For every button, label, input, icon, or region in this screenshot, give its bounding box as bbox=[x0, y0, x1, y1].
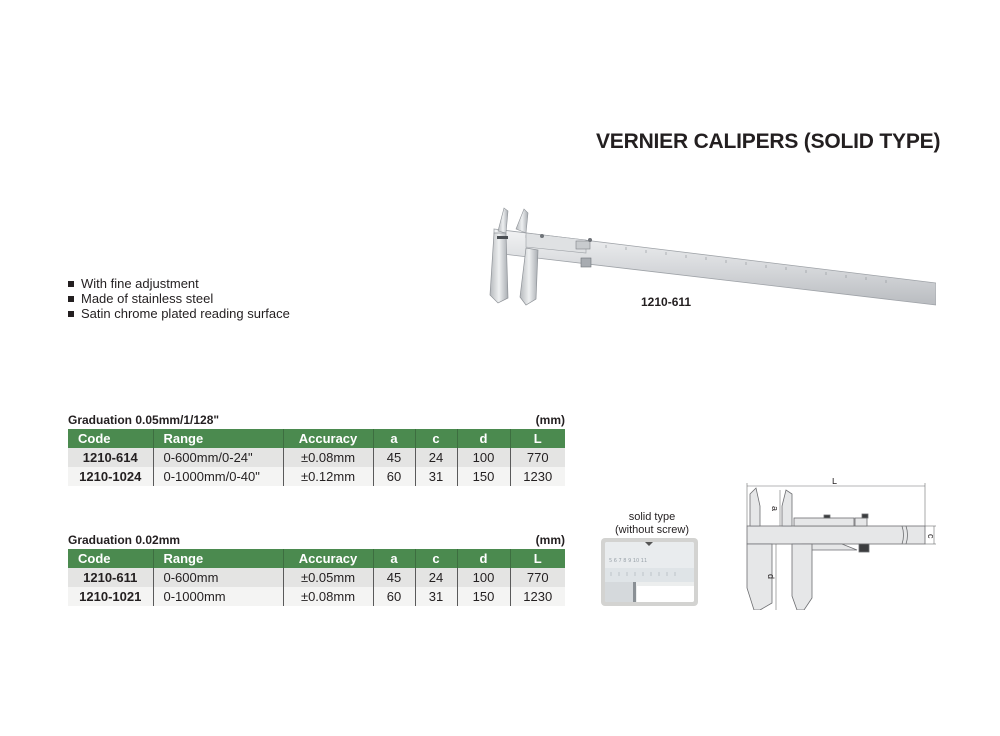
svg-text:5 6 7 8 9 10 11: 5 6 7 8 9 10 11 bbox=[609, 558, 648, 564]
cell-c: 31 bbox=[415, 587, 457, 606]
table-caption: Graduation 0.02mm bbox=[68, 533, 181, 547]
cell-l: 1230 bbox=[510, 587, 565, 606]
square-bullet-icon bbox=[68, 311, 74, 317]
table-caption: Graduation 0.05mm/1/128" bbox=[68, 413, 220, 427]
column-header-c: c bbox=[415, 549, 457, 568]
cell-l: 1230 bbox=[510, 467, 565, 486]
dimension-label-d: d bbox=[766, 574, 776, 580]
square-bullet-icon bbox=[68, 296, 74, 302]
cell-range: 0-1000mm bbox=[153, 587, 283, 606]
caliper-dimension-diagram bbox=[742, 478, 942, 610]
solid-type-detail-image bbox=[601, 538, 698, 606]
column-header-accuracy: Accuracy bbox=[283, 429, 373, 448]
column-header-code: Code bbox=[68, 429, 153, 448]
cell-range: 0-600mm bbox=[153, 568, 283, 587]
column-header-range: Range bbox=[153, 429, 283, 448]
table-row bbox=[68, 467, 565, 486]
cell-a: 60 bbox=[373, 587, 415, 606]
column-header-c: c bbox=[415, 429, 457, 448]
cell-range: 0-1000mm/0-40" bbox=[153, 467, 283, 486]
cell-code: 1210-614 bbox=[68, 448, 153, 467]
brand-logo bbox=[497, 236, 508, 239]
product-model-label: 1210-611 bbox=[641, 295, 692, 309]
cell-d: 150 bbox=[457, 467, 510, 486]
cell-code: 1210-1021 bbox=[68, 587, 153, 606]
feature-item: With fine adjustment bbox=[68, 276, 290, 291]
cell-range: 0-600mm/0-24" bbox=[153, 448, 283, 467]
cell-accuracy: ±0.12mm bbox=[283, 467, 373, 486]
cell-accuracy: ±0.08mm bbox=[283, 587, 373, 606]
column-header-range: Range bbox=[153, 549, 283, 568]
table-header-row bbox=[68, 549, 565, 568]
cell-c: 24 bbox=[415, 568, 457, 587]
cell-d: 150 bbox=[457, 587, 510, 606]
column-header-a: a bbox=[373, 549, 415, 568]
table-row bbox=[68, 587, 565, 606]
column-header-a: a bbox=[373, 429, 415, 448]
dimension-label-a: a bbox=[770, 506, 780, 512]
page-title: VERNIER CALIPERS (SOLID TYPE) bbox=[596, 130, 941, 153]
dimension-label-c: c bbox=[926, 534, 936, 539]
cell-l: 770 bbox=[510, 448, 565, 467]
cell-a: 60 bbox=[373, 467, 415, 486]
cell-l: 770 bbox=[510, 568, 565, 587]
scale-closeup-icon bbox=[605, 542, 694, 602]
table-row bbox=[68, 568, 565, 587]
feature-item: Made of stainless steel bbox=[68, 291, 290, 306]
cell-c: 24 bbox=[415, 448, 457, 467]
column-header-d: d bbox=[457, 429, 510, 448]
column-header-l: L bbox=[510, 549, 565, 568]
feature-item: Satin chrome plated reading surface bbox=[68, 306, 290, 321]
unit-label: (mm) bbox=[535, 413, 565, 427]
cell-d: 100 bbox=[457, 568, 510, 587]
caliper-product-image bbox=[486, 203, 936, 308]
cell-d: 100 bbox=[457, 448, 510, 467]
cell-code: 1210-1024 bbox=[68, 467, 153, 486]
table-header-row bbox=[68, 429, 565, 448]
detail-caption: solid type (without screw) bbox=[615, 511, 689, 536]
column-header-l: L bbox=[510, 429, 565, 448]
column-header-code: Code bbox=[68, 549, 153, 568]
column-header-accuracy: Accuracy bbox=[283, 549, 373, 568]
cell-c: 31 bbox=[415, 467, 457, 486]
dimension-label-l: L bbox=[832, 478, 838, 486]
unit-label: (mm) bbox=[535, 533, 565, 547]
cell-a: 45 bbox=[373, 568, 415, 587]
square-bullet-icon bbox=[68, 281, 74, 287]
spec-table-graduation-005 bbox=[68, 410, 565, 486]
cell-code: 1210-611 bbox=[68, 568, 153, 587]
cell-a: 45 bbox=[373, 448, 415, 467]
feature-list bbox=[68, 276, 290, 321]
table-row bbox=[68, 448, 565, 467]
cell-accuracy: ±0.08mm bbox=[283, 448, 373, 467]
spec-table-graduation-002 bbox=[68, 530, 565, 606]
column-header-d: d bbox=[457, 549, 510, 568]
cell-accuracy: ±0.05mm bbox=[283, 568, 373, 587]
